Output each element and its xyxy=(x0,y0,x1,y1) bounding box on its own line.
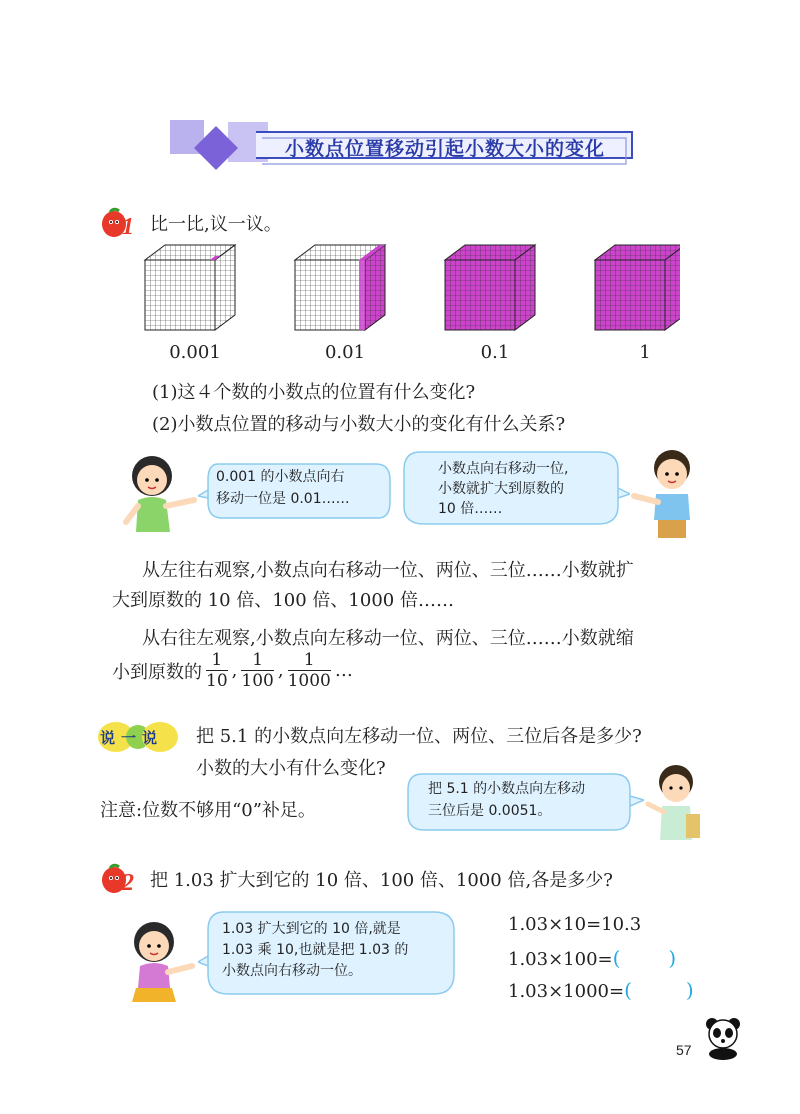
page-title: 小数点位置移动引起小数大小的变化 xyxy=(285,138,606,160)
answer-paren-open: ( xyxy=(624,978,632,1002)
example-1-number: 1 xyxy=(122,214,134,240)
bubble-boy-line-1: 小数点向右移动一位, xyxy=(438,461,569,477)
cube-label-001: 0.01 xyxy=(324,342,366,363)
answer-paren-close: ) xyxy=(685,978,694,1002)
shuoyishuo-label: 说一说 xyxy=(100,729,164,747)
example-1-icon xyxy=(100,206,142,240)
fraction-1-1000: $\frac{1}{1000}$ xyxy=(287,650,331,691)
para2-line-1: 从右往左观察,小数点向左移动一位、两位、三位……小数就缩 xyxy=(142,628,634,649)
equation-2: 1.03×100=( ) xyxy=(508,946,677,970)
para1-line-1: 从左往右观察,小数点向右移动一位、两位、三位……小数就扩 xyxy=(142,560,634,581)
boy-illustration-2 xyxy=(640,762,712,846)
equation-3: 1.03×1000=( ) xyxy=(508,978,694,1002)
cube-001 xyxy=(295,245,385,330)
cube-label-01: 0.1 xyxy=(480,342,510,363)
bubble-boy-line-2: 小数就扩大到原数的 xyxy=(438,481,564,497)
bubble-boy-line-3: 10 倍…… xyxy=(438,501,503,517)
answer-paren-open: ( xyxy=(612,946,621,970)
bubble-girl-line-2: 移动一位是 0.01…… xyxy=(216,491,350,507)
girl-illustration xyxy=(118,450,200,542)
shuoyishuo-line-2: 小数的大小有什么变化? xyxy=(196,758,386,779)
fraction-1-100: $\frac{1}{100}$ xyxy=(241,650,274,691)
example-1-prompt: 比一比,议一议。 xyxy=(150,214,282,235)
bubble-ex2-line-1: 1.03 扩大到它的 10 倍,就是 xyxy=(222,921,401,937)
girl-illustration-2 xyxy=(118,918,202,1010)
shuoyishuo-line-1: 把 5.1 的小数点向左移动一位、两位、三位后各是多少? xyxy=(196,726,642,747)
panda-icon xyxy=(700,1014,746,1060)
cube-0001 xyxy=(145,245,235,330)
para1-line-2: 大到原数的 10 倍、100 倍、1000 倍…… xyxy=(112,590,454,611)
cube-label-0001: 0.001 xyxy=(169,342,221,363)
bubble-ex2-line-3: 小数点向右移动一位。 xyxy=(222,963,362,979)
example-2-prompt: 把 1.03 扩大到它的 10 倍、100 倍、1000 倍,各是多少? xyxy=(150,870,613,891)
para2-prefix: 小到原数的 xyxy=(112,661,202,683)
separator: , xyxy=(277,660,284,681)
cube-row xyxy=(140,240,680,340)
fraction-1-10: $\frac{1}{10}$ xyxy=(206,650,228,691)
ellipsis: … xyxy=(334,660,353,681)
cube-01 xyxy=(445,245,535,330)
question-2: (2)小数点位置的移动与小数大小的变化有什么关系? xyxy=(152,414,566,435)
equation-1: 1.03×10=10.3 xyxy=(508,914,642,935)
note: 注意:位数不够用“0”补足。 xyxy=(100,800,316,821)
bubble-shuo-line-2: 三位后是 0.0051。 xyxy=(428,803,552,819)
example-2-icon xyxy=(100,862,142,896)
bubble-shuo-line-1: 把 5.1 的小数点向左移动 xyxy=(428,781,586,797)
page-number: 57 xyxy=(676,1042,692,1058)
answer-paren-close: ) xyxy=(668,946,677,970)
boy-illustration xyxy=(628,446,712,542)
para2-line-2 xyxy=(112,650,353,691)
bubble-girl-line-1: 0.001 的小数点向右 xyxy=(216,469,345,485)
cube-1 xyxy=(595,245,680,330)
cube-label-1: 1 xyxy=(639,342,651,363)
question-1: (1)这４个数的小数点的位置有什么变化? xyxy=(152,382,476,403)
separator: , xyxy=(231,660,238,681)
example-2-number: 2 xyxy=(122,870,134,896)
bubble-ex2-line-2: 1.03 乘 10,也就是把 1.03 的 xyxy=(222,942,409,958)
